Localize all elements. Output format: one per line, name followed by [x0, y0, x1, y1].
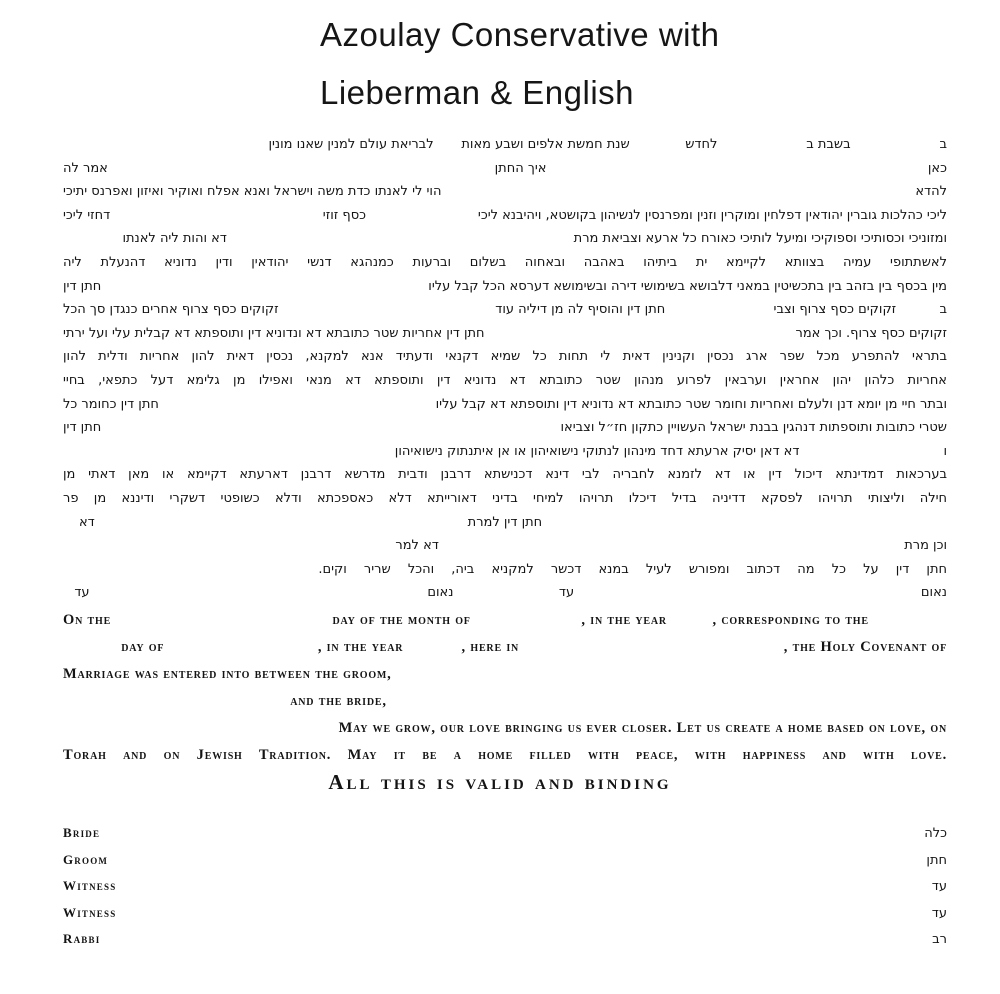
signature-hebrew-label: עד	[931, 879, 947, 895]
hebrew-segment: חתן דין כחומר כל	[63, 396, 159, 412]
valid-binding-heading: All this is valid and binding	[328, 770, 672, 794]
signature-hebrew-label: רב	[932, 932, 947, 948]
h-line	[63, 227, 947, 251]
signature-block	[63, 820, 947, 953]
h-line: בתראי להתפרע מכל שפר ארג נכסין וקנינין דאית לי תחות כל שמיא דקנאי ודעתיד אנא למקנא, נכסין דאית להון אחריות ודלית להון	[63, 349, 947, 365]
h-line	[63, 440, 947, 464]
english-segment: Marriage was entered into between the groom,	[63, 666, 392, 682]
signature-row-witness	[63, 900, 947, 927]
hebrew-segment: וכן מרת	[904, 538, 947, 554]
h-line	[63, 511, 947, 535]
signature-hebrew-label: עד	[931, 905, 947, 921]
hebrew-segment: ליכי כהלכות גוברין יהודאין דפלחין ומוקרין וזנין ומפרנסין לנשיהון בקושטא, ויהיבנא ליכי	[477, 207, 947, 223]
title-line-2: Lieberman & English	[320, 74, 635, 111]
hebrew-segment: חתן דין	[63, 278, 102, 294]
h-line	[63, 322, 947, 346]
e-line	[63, 607, 947, 634]
h-line	[63, 133, 947, 157]
e-line	[63, 661, 947, 688]
document-title	[320, 6, 720, 122]
hebrew-text-block	[63, 133, 947, 605]
hebrew-segment: איך החתן	[494, 160, 547, 176]
h-line	[63, 581, 947, 605]
e-line	[63, 715, 947, 742]
hebrew-segment: ב	[939, 137, 947, 152]
e-line	[63, 634, 947, 661]
h-line	[63, 157, 947, 181]
hebrew-segment: נאום	[427, 585, 454, 601]
e-line: Torah and on Jewish Tradition. May it be a home filled with peace, with happiness and with love.	[63, 747, 947, 763]
english-segment: day of	[121, 639, 165, 655]
signature-hebrew-label: כלה	[924, 826, 947, 841]
hebrew-segment: חתן דין למרת	[467, 514, 543, 530]
hebrew-segment: לחדש	[685, 137, 718, 152]
hebrew-segment: שטרי כתובות ותוספתות דנהגין בבנת ישראל העשויין כתקון חז״ל וצביאו	[560, 420, 947, 436]
english-segment: day of the month of	[332, 612, 471, 628]
h-line	[63, 204, 947, 228]
h-line	[63, 534, 947, 558]
h-line	[63, 298, 947, 322]
english-segment: , in the year	[581, 612, 667, 628]
english-segment: May we grow, our love bringing us ever closer. Let us create a home based on love, on	[338, 720, 947, 736]
hebrew-segment: חתן דין על כל מה דכתוב ומפורש לעיל במנא דכשר למקניא ביה, והכל שריר וקים.	[318, 561, 947, 577]
hebrew-segment: ומזוניכי וכסותיכי וספוקיכי ומיעל לותיכי כאורח כל ארעא וצביאת מרת	[573, 231, 947, 247]
hebrew-segment: זקוקים כסף צרוף. וכך אמר	[795, 325, 947, 341]
h-line	[63, 275, 947, 299]
hebrew-segment: ובתר חיי מן יומא דנן ולעלם ואחריות וחומר שטר כתובתא דא נדוניא דין ותוספתא דא קבל עליו	[435, 396, 947, 412]
hebrew-segment: חתן דין והוסיף לה מן דיליה עוד	[495, 302, 666, 318]
signature-label: Groom	[63, 851, 109, 867]
hebrew-segment: עד	[558, 585, 575, 601]
english-text-block	[63, 607, 947, 769]
hebrew-segment: כסף זוזי	[322, 207, 367, 223]
hebrew-segment: כאן	[927, 160, 947, 176]
h-line: לאשתתופי עמיה בצוותא לקיימא ית ביתיהו באהבה ובאחוה בשלום וברעות כמנהגא דנשי יהודאין ודין נדוניא דהנעלת ליה	[63, 254, 947, 270]
hebrew-segment: לבריאת עולם למנין שאנו מונין	[268, 137, 434, 152]
hebrew-segment: זקוקים כסף צרוף וצבי	[773, 302, 897, 318]
english-segment: , the Holy Covenant of	[783, 639, 948, 655]
hebrew-segment: ב	[939, 302, 947, 318]
hebrew-segment: ו	[943, 443, 947, 459]
hebrew-segment: חתן דין אחריות שטר כתובתא דא ונדוניא דין ותוספתא דא קבלית עלי ועל ירתי	[63, 325, 485, 341]
hebrew-segment: דחזי ליכי	[63, 207, 111, 223]
english-segment: , corresponding to the	[712, 612, 869, 628]
signature-row-bride	[63, 820, 947, 847]
signature-label: Rabbi	[63, 931, 101, 947]
h-line	[63, 180, 947, 204]
signature-label: Bride	[63, 825, 101, 840]
h-line: חילה וליצותי תרויהו לפסקא דדיניה בדיל דיכלו תרויהו למיחי בדיני דאורייתא דלא כאספכתא ודלא כשופטי דשקרי ודיננא מן פר	[63, 490, 947, 506]
h-line	[63, 393, 947, 417]
hebrew-segment: דא והות ליה לאנתו	[122, 231, 227, 247]
hebrew-segment: חתן דין	[63, 420, 102, 436]
signature-label: Witness	[63, 904, 117, 920]
english-segment: , here in	[461, 639, 520, 655]
h-line	[63, 416, 947, 440]
signature-row-rabbi	[63, 926, 947, 953]
english-segment: On the	[63, 612, 112, 628]
h-line: אחריות כלהון יהון אחראין וערבאין לפרוע מנהון שטר כתובתא דא נדוניא דין ותוספתא דא מנאי ואפילו מן גלימא דעל כתפאי, בחיי	[63, 372, 947, 388]
signature-hebrew-label: חתן	[926, 852, 947, 868]
hebrew-segment: עד	[74, 585, 90, 601]
h-line	[63, 558, 947, 582]
hebrew-segment: בשבת ב	[806, 137, 851, 152]
hebrew-segment: זקוקים כסף צרוף אחרים כנגדן סך הכל	[63, 302, 279, 318]
signature-row-witness	[63, 873, 947, 900]
hebrew-segment: נאום	[920, 585, 947, 601]
hebrew-segment: שנת חמשת אלפים ושבע מאות	[461, 137, 630, 152]
title-line-1: Azoulay Conservative with	[320, 16, 720, 53]
h-line: בערכאות דמדינתא דיכול דין או דא לזמנא לחבריה לבי דינא דכנישתא דרבנן ודבית מדרשא דרבנן דארעתא דקיימא או מאן דאתי מן	[63, 467, 947, 483]
e-line	[63, 688, 947, 715]
english-segment: and the bride,	[290, 693, 387, 709]
hebrew-segment: דא	[78, 514, 95, 530]
hebrew-segment: דא דאן יסיק ארעתא דחד מינהון לנתוקי נישואיהון או אן איתנתוק נישואיהון	[394, 443, 800, 459]
hebrew-segment: להדא	[915, 184, 947, 200]
signature-row-groom	[63, 847, 947, 874]
hebrew-segment: מין בכסף בין בזהב בין בתכשיטין במאני דלבושא בשימושי דירה ובשימושא דערסא הכל קבל עליו	[428, 278, 947, 294]
hebrew-segment: הוי לי לאנתו כדת משה וישראל ואנא אפלח ואוקיר ואיזון ואפרנס יתיכי	[63, 184, 442, 200]
hebrew-segment: אמר לה	[63, 160, 108, 176]
signature-label: Witness	[63, 878, 117, 894]
hebrew-segment: דא למר	[395, 538, 439, 554]
english-segment: , in the year	[317, 639, 404, 655]
